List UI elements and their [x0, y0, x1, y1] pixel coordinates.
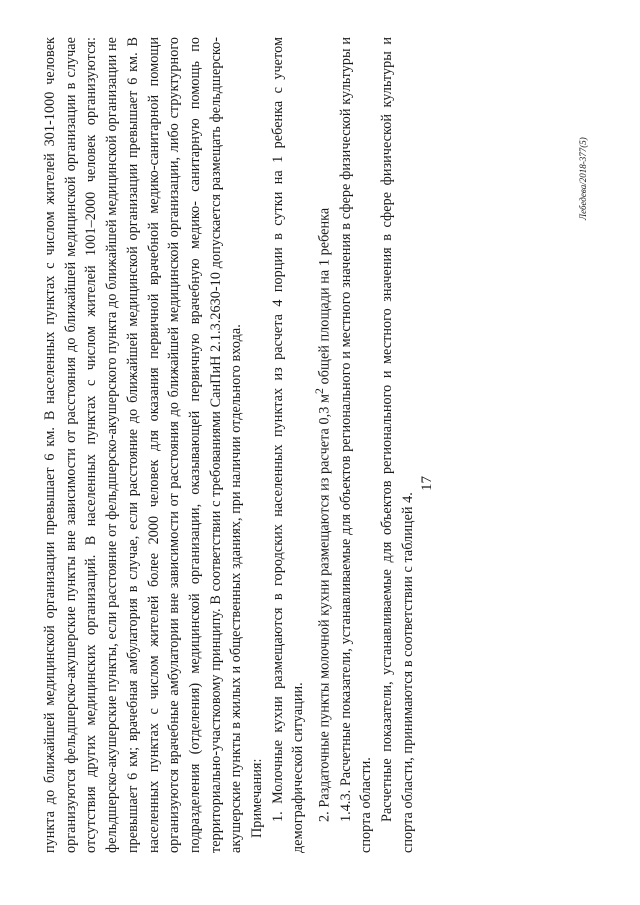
- note-1-milk-kitchens: 1. Молочные кухни размещаются в городских населенных пунктах из расчета 4 порции в сутки на 1 ребенка с учетом демографической ситуации.: [269, 37, 307, 853]
- note-2-superscript: 2: [312, 388, 327, 394]
- document-body: [40, 37, 418, 853]
- document-stamp: Лебедева/2018-377(5): [578, 137, 588, 220]
- paragraph-medical-points: пункта до ближайшей медицинской организации превышает 6 км. В населенных пунктах с числом жителей 301-1000 человек организуются фельдшерско-акушерские пункты вне зависимости от расстояния до ближайшей медицинской организации в случае отсутствия других медицинских организаций. В населенных пунктах с числом жителей 1001–2000 человек организуются: фельдшерско-акушерские пункты, если расстояние от фельдшерско-акушерского пункта до ближайшей медицинской организации не превышает 6 км; врачебная амбулатория в случае, если расстояние до ближайшей медицинской организации превышает 6 км. В населенных пунктах с числом жителей более 2000 человек для оказания первичной врачебной медико-санитарной помощи организуются врачебные амбулатории вне зависимости от расстояния до ближайшей медицинской организации, либо структурного подразделения (отделения) медицинской организации, оказывающей первичную врачебную медико- санитарную помощь по территориально-участковому принципу. В соответствии с требованиями СанПиН 2.1.3.2630-10 допускается размещать фельдшерско-акушерские пункты в жилых и общественных зданиях, при наличии отдельного входа.: [42, 37, 245, 853]
- page-number: 17: [419, 476, 435, 491]
- note-2-text-before: 2. Раздаточные пункты молочной кухни размещаются из расчета 0,3 м: [316, 394, 333, 822]
- paragraph-sports-indicators: Расчетные показатели, устанавливаемые для объектов регионального и местного значения в сфере физической культуры и спорта области, принимаются в соответствии с таблицей 4.: [378, 37, 416, 853]
- section-1-4-3-heading: 1.4.3. Расчетные показатели, устанавливаемые для объектов регионального и местного значения в сфере физической культуры и спорта области.: [337, 37, 375, 853]
- note-2-distribution-points: [309, 37, 335, 853]
- notes-heading: Примечания:: [249, 758, 266, 838]
- note-2-text-after: общей площади на 1 ребенка: [316, 207, 333, 389]
